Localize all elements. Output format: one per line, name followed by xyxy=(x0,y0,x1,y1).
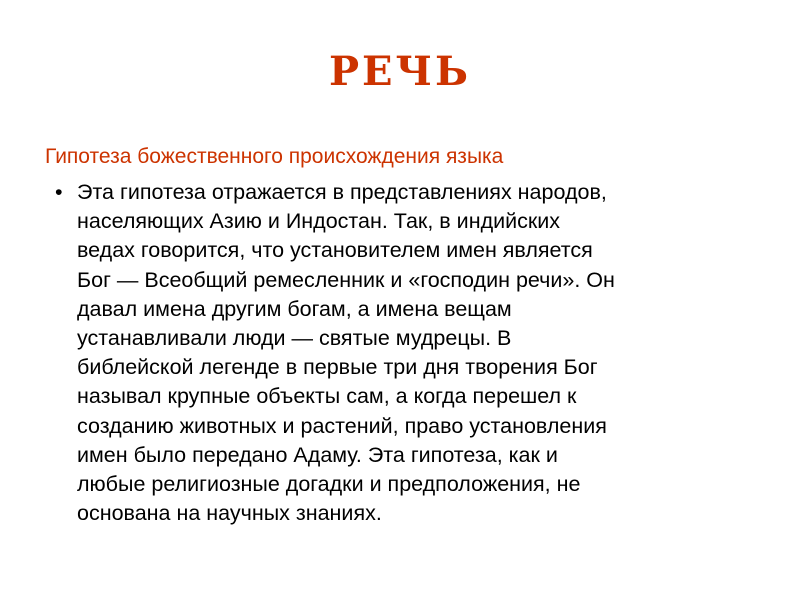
slide-subtitle: Гипотеза божественного происхождения языка xyxy=(45,145,504,168)
paragraph-line: созданию животных и растений, право установления xyxy=(77,413,607,438)
bullet-dot-icon: • xyxy=(55,180,63,204)
paragraph-line: устанавливали люди — святые мудрецы. В xyxy=(77,326,512,351)
paragraph-line: давал имена другим богам, а имена вещам xyxy=(77,296,512,321)
paragraph-line: основана на научных знаниях. xyxy=(77,501,382,526)
slide-title: РЕЧЬ xyxy=(328,48,472,95)
bullet-item xyxy=(45,178,755,528)
paragraph-line: Эта гипотеза отражается в представлениях народов, xyxy=(77,180,607,204)
paragraph-line: Бог — Всеобщий ремесленник и «господин речи». Он xyxy=(77,267,615,292)
paragraph-line: имен было передано Адаму. Эта гипотеза, как и xyxy=(77,442,558,467)
paragraph-line: ведах говорится, что установителем имен является xyxy=(77,238,593,263)
bullet-list xyxy=(45,178,755,528)
paragraph-line: населяющих Азию и Индостан. Так, в индийских xyxy=(77,209,561,234)
paragraph-line: называл крупные объекты сам, а когда перешел к xyxy=(77,384,577,409)
paragraph-line: любые религиозные догадки и предположения, не xyxy=(77,472,581,497)
paragraph-line: библейской легенде в первые три дня творения Бог xyxy=(77,355,598,380)
